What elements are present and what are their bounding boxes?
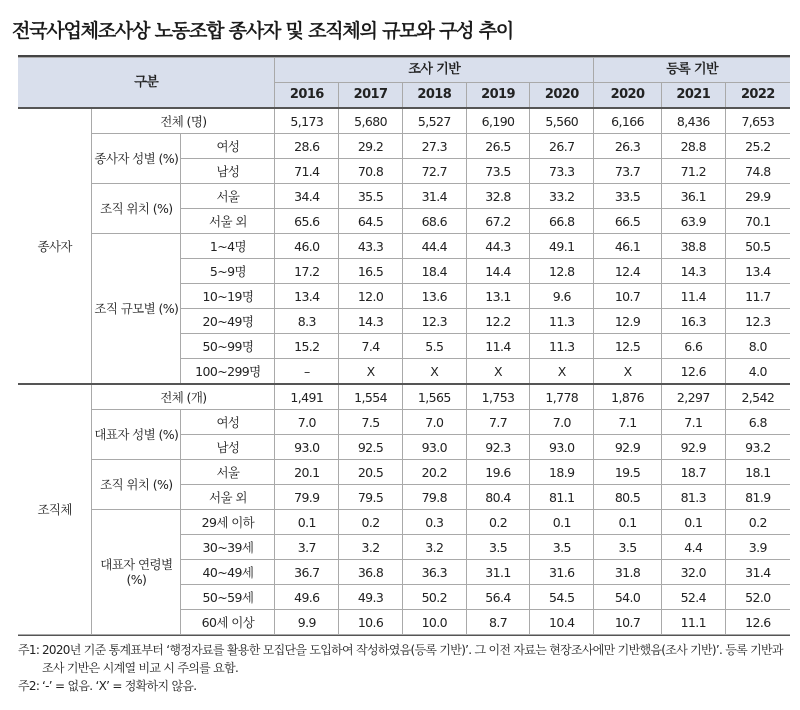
data-cell: 3.9 [725,535,790,560]
data-cell: 50.5 [725,234,790,259]
data-cell: 12.9 [594,309,662,334]
data-cell: 54.5 [530,585,594,610]
footnote-label: 주1: [18,643,40,657]
data-cell: 36.1 [661,184,725,209]
header-year: 2016 [275,83,339,109]
data-cell: 8,436 [661,108,725,134]
table-body [18,108,790,635]
data-cell: 12.5 [594,334,662,359]
data-cell: 5,527 [402,108,466,134]
header-row-basis [18,58,790,83]
data-cell: 20.1 [275,460,339,485]
data-cell: 73.7 [594,159,662,184]
footnote-label: 주2: [18,679,40,693]
data-cell: 36.8 [339,560,403,585]
row-label-total: 전체 (명) [92,108,275,134]
data-cell: 3.2 [339,535,403,560]
data-cell: 81.9 [725,485,790,510]
row-label: 50~59세 [181,585,275,610]
data-cell: 6.6 [661,334,725,359]
row-label: 여성 [181,410,275,435]
data-cell: 54.0 [594,585,662,610]
header-year: 2019 [466,83,530,109]
data-cell: 12.2 [466,309,530,334]
data-cell: 28.8 [661,134,725,159]
data-cell: 31.4 [402,184,466,209]
row-label: 100~299명 [181,359,275,385]
table-row [18,460,790,485]
data-cell: 80.4 [466,485,530,510]
data-cell: 15.2 [275,334,339,359]
data-cell: 10.6 [339,610,403,635]
data-cell: 13.6 [402,284,466,309]
data-cell: 1,778 [530,384,594,410]
data-cell: 26.5 [466,134,530,159]
row-label: 남성 [181,435,275,460]
header-year: 2022 [725,83,790,109]
data-cell: 19.5 [594,460,662,485]
data-cell: 4.4 [661,535,725,560]
data-cell: 43.3 [339,234,403,259]
data-cell: 36.3 [402,560,466,585]
data-cell: 7.7 [466,410,530,435]
data-cell: 81.3 [661,485,725,510]
footnote-1 [18,641,788,677]
data-cell: 33.5 [594,184,662,209]
data-cell: 13.4 [275,284,339,309]
data-cell: 73.3 [530,159,594,184]
data-cell: 79.8 [402,485,466,510]
data-cell: 0.2 [339,510,403,535]
header-year: 2017 [339,83,403,109]
data-cell: 93.0 [275,435,339,460]
data-cell: 49.6 [275,585,339,610]
data-cell: 18.4 [402,259,466,284]
data-cell: 25.2 [725,134,790,159]
data-cell: 38.8 [661,234,725,259]
data-cell: 0.1 [275,510,339,535]
footnotes [18,641,788,695]
section-label: 조직 위치 (%) [92,184,181,234]
data-cell: 12.6 [661,359,725,385]
data-cell: 7,653 [725,108,790,134]
data-cell: 7.1 [661,410,725,435]
data-cell: 66.5 [594,209,662,234]
data-cell: 32.0 [661,560,725,585]
header-year: 2020 [594,83,662,109]
data-cell: 0.2 [466,510,530,535]
data-cell: 10.0 [402,610,466,635]
data-cell: 4.0 [725,359,790,385]
data-cell: 11.3 [530,309,594,334]
data-cell: 14.4 [466,259,530,284]
data-cell: 11.7 [725,284,790,309]
data-cell: 72.7 [402,159,466,184]
row-label: 20~49명 [181,309,275,334]
data-cell: 0.1 [530,510,594,535]
data-cell: 33.2 [530,184,594,209]
data-cell: 31.1 [466,560,530,585]
data-cell: 0.3 [402,510,466,535]
data-cell: 81.1 [530,485,594,510]
data-cell: 29.9 [725,184,790,209]
data-cell: 18.1 [725,460,790,485]
data-cell: 12.6 [725,610,790,635]
data-cell: 67.2 [466,209,530,234]
data-cell: 11.3 [530,334,594,359]
data-cell: 34.4 [275,184,339,209]
table-title: 전국사업체조사상 노동조합 종사자 및 조직체의 규모와 구성 추이 [12,20,514,42]
data-cell: 18.7 [661,460,725,485]
data-cell: 3.5 [530,535,594,560]
data-cell: 49.1 [530,234,594,259]
data-cell: 79.9 [275,485,339,510]
data-cell: 11.4 [661,284,725,309]
data-cell: 46.0 [275,234,339,259]
data-cell: 3.5 [466,535,530,560]
row-label: 서울 외 [181,485,275,510]
footnote-text: 2020년 기준 통계표부터 ‘행정자료를 활용한 모집단을 도입하여 작성하였음(등록 기반)’. 그 이전 자료는 현장조사에만 기반했음(조사 기반)’. 등록 기반과 조사 기반은 시계열 비교 시 주의를 요함. [42,643,783,675]
data-cell: 36.7 [275,560,339,585]
data-cell: 2,542 [725,384,790,410]
data-cell: 19.6 [466,460,530,485]
data-cell: 28.6 [275,134,339,159]
data-cell: 13.1 [466,284,530,309]
data-cell: 65.6 [275,209,339,234]
data-cell: 92.3 [466,435,530,460]
data-cell: 17.2 [275,259,339,284]
data-cell: 92.5 [339,435,403,460]
data-cell: 7.0 [402,410,466,435]
data-cell: 16.5 [339,259,403,284]
row-label: 서울 [181,184,275,209]
table-row [18,410,790,435]
data-cell: X [530,359,594,385]
data-cell: 12.3 [402,309,466,334]
data-cell: 73.5 [466,159,530,184]
section-label: 대표자 성별 (%) [92,410,181,460]
header-survey-basis: 조사 기반 [275,58,594,83]
row-label: 여성 [181,134,275,159]
data-cell: 7.5 [339,410,403,435]
data-cell: 0.1 [661,510,725,535]
data-cell: 10.4 [530,610,594,635]
data-cell: 18.9 [530,460,594,485]
data-cell: X [339,359,403,385]
data-cell: 7.4 [339,334,403,359]
data-cell: 50.2 [402,585,466,610]
data-cell: 31.8 [594,560,662,585]
data-cell: 35.5 [339,184,403,209]
row-label: 50~99명 [181,334,275,359]
data-cell: – [275,359,339,385]
header-year: 2021 [661,83,725,109]
data-cell: 56.4 [466,585,530,610]
data-cell: 5.5 [402,334,466,359]
row-label-total: 전체 (개) [92,384,275,410]
data-cell: 12.0 [339,284,403,309]
data-cell: 0.1 [594,510,662,535]
data-cell: 9.6 [530,284,594,309]
data-cell: 6.8 [725,410,790,435]
row-label: 10~19명 [181,284,275,309]
data-cell: 1,876 [594,384,662,410]
row-label: 5~9명 [181,259,275,284]
table-row [18,510,790,535]
data-cell: 7.0 [275,410,339,435]
data-cell: 1,565 [402,384,466,410]
row-label: 서울 [181,460,275,485]
data-cell: 1,753 [466,384,530,410]
data-cell: 52.0 [725,585,790,610]
data-cell: 44.3 [466,234,530,259]
header-year: 2018 [402,83,466,109]
data-cell: 8.0 [725,334,790,359]
row-label: 남성 [181,159,275,184]
data-cell: 9.9 [275,610,339,635]
section-label: 종사자 성별 (%) [92,134,181,184]
table-row [18,184,790,209]
data-cell: 27.3 [402,134,466,159]
data-cell: 32.8 [466,184,530,209]
header-registry-basis: 등록 기반 [594,58,790,83]
row-label: 1~4명 [181,234,275,259]
data-cell: 26.7 [530,134,594,159]
data-cell: 70.1 [725,209,790,234]
data-cell: X [402,359,466,385]
data-cell: 49.3 [339,585,403,610]
data-cell: 16.3 [661,309,725,334]
data-cell: X [594,359,662,385]
data-cell: 20.2 [402,460,466,485]
data-cell: 5,680 [339,108,403,134]
data-cell: 11.1 [661,610,725,635]
data-cell: 66.8 [530,209,594,234]
data-cell: 3.5 [594,535,662,560]
data-cell: X [466,359,530,385]
row-label: 30~39세 [181,535,275,560]
row-label: 29세 이하 [181,510,275,535]
group-label: 조직체 [18,384,92,635]
data-cell: 1,491 [275,384,339,410]
data-cell: 12.8 [530,259,594,284]
row-label: 40~49세 [181,560,275,585]
data-cell: 10.7 [594,284,662,309]
data-cell: 6,166 [594,108,662,134]
data-cell: 11.4 [466,334,530,359]
data-cell: 13.4 [725,259,790,284]
data-cell: 63.9 [661,209,725,234]
section-label: 대표자 연령별 (%) [92,510,181,635]
data-cell: 3.2 [402,535,466,560]
data-cell: 7.0 [530,410,594,435]
footnote-text: ‘-’ = 없음. ‘X’ = 정확하지 않음. [42,679,197,693]
data-cell: 14.3 [661,259,725,284]
data-cell: 8.3 [275,309,339,334]
header-year: 2020 [530,83,594,109]
data-cell: 5,173 [275,108,339,134]
section-label: 조직 규모별 (%) [92,234,181,385]
statistics-table [18,57,790,635]
data-cell: 46.1 [594,234,662,259]
data-cell: 79.5 [339,485,403,510]
data-cell: 0.2 [725,510,790,535]
table-row [18,108,790,134]
data-cell: 68.6 [402,209,466,234]
data-cell: 29.2 [339,134,403,159]
data-cell: 44.4 [402,234,466,259]
table-row [18,384,790,410]
data-cell: 93.0 [530,435,594,460]
data-cell: 8.7 [466,610,530,635]
data-cell: 31.4 [725,560,790,585]
footnote-2 [18,677,788,695]
data-cell: 14.3 [339,309,403,334]
data-cell: 7.1 [594,410,662,435]
data-cell: 31.6 [530,560,594,585]
data-cell: 3.7 [275,535,339,560]
row-label: 60세 이상 [181,610,275,635]
data-cell: 93.0 [402,435,466,460]
data-cell: 5,560 [530,108,594,134]
data-cell: 93.2 [725,435,790,460]
table-row [18,134,790,159]
data-cell: 52.4 [661,585,725,610]
data-cell: 92.9 [661,435,725,460]
data-cell: 20.5 [339,460,403,485]
group-label: 종사자 [18,108,92,384]
data-cell: 74.8 [725,159,790,184]
data-cell: 12.3 [725,309,790,334]
data-cell: 70.8 [339,159,403,184]
table-row [18,234,790,259]
data-cell: 26.3 [594,134,662,159]
data-cell: 92.9 [594,435,662,460]
data-cell: 10.7 [594,610,662,635]
data-cell: 80.5 [594,485,662,510]
header-category: 구분 [18,58,275,109]
section-label: 조직 위치 (%) [92,460,181,510]
data-cell: 1,554 [339,384,403,410]
data-cell: 71.4 [275,159,339,184]
data-cell: 71.2 [661,159,725,184]
row-label: 서울 외 [181,209,275,234]
data-cell: 12.4 [594,259,662,284]
data-cell: 2,297 [661,384,725,410]
data-cell: 6,190 [466,108,530,134]
data-cell: 64.5 [339,209,403,234]
table-bottom-rule [18,635,790,636]
